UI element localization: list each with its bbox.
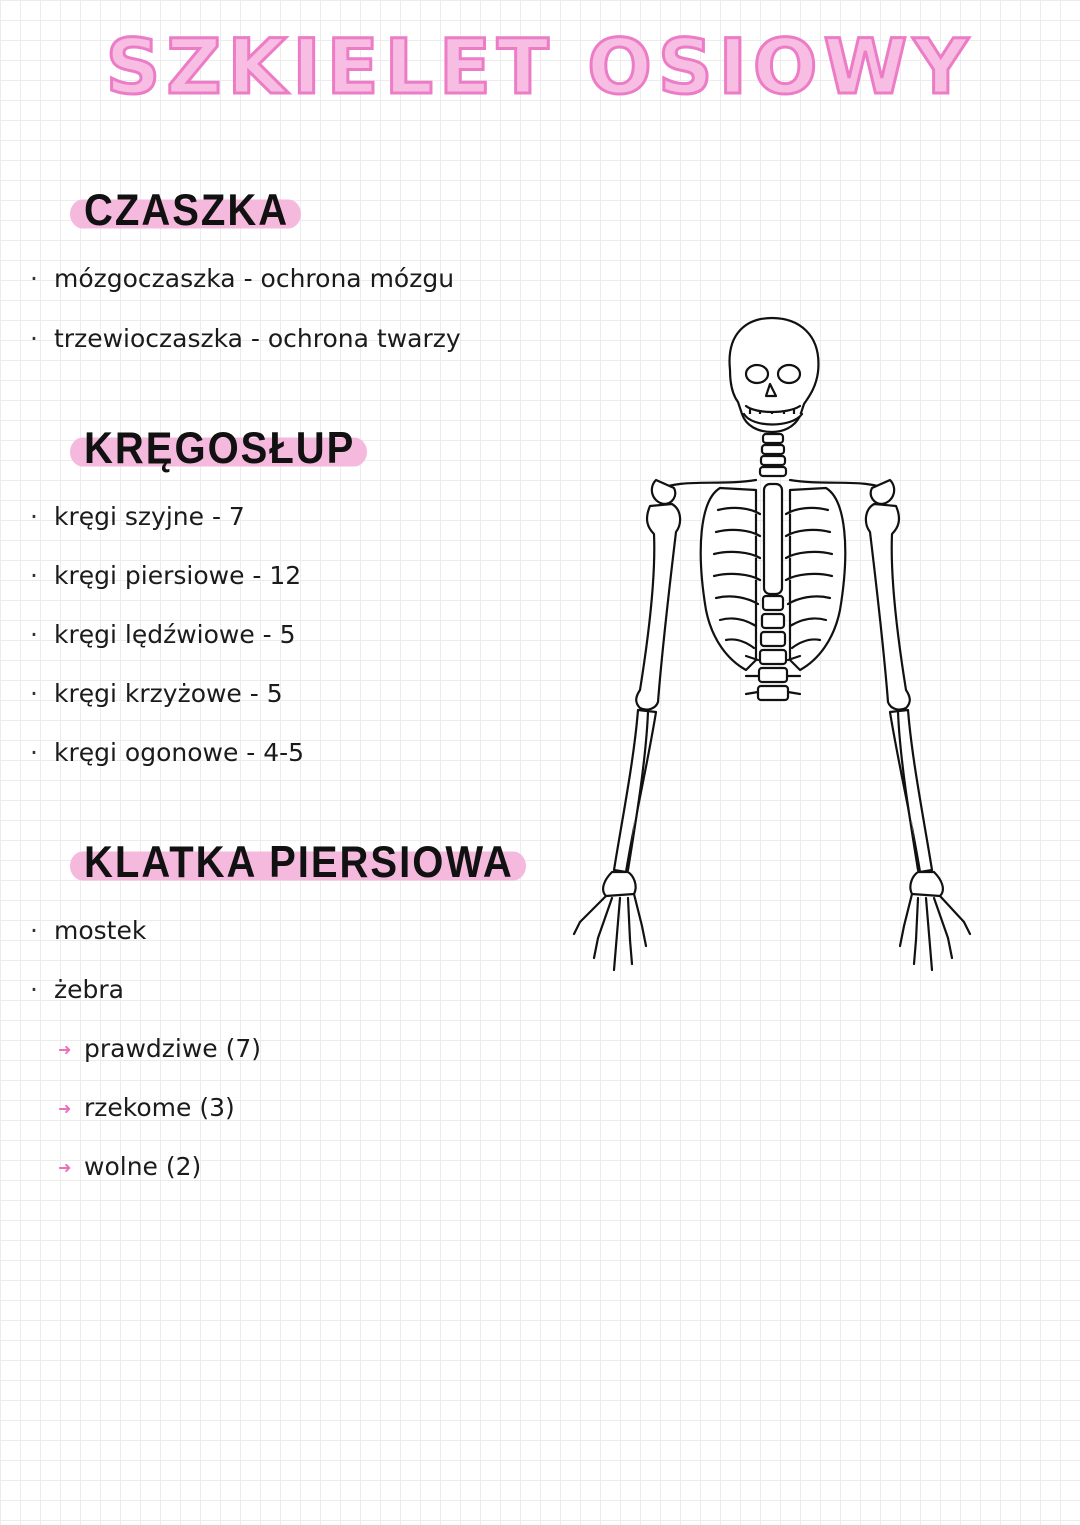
right-arm-icon <box>866 504 970 970</box>
section-heading-czaszka: CZASZKA <box>70 186 301 235</box>
skeleton-illustration <box>560 310 980 990</box>
bullet-icon: · <box>30 502 38 531</box>
bullet-icon: · <box>30 916 38 945</box>
sub-list-item: ➜ wolne (2) <box>58 1151 201 1184</box>
page-title: SZKIELET OSIOWY <box>105 22 975 111</box>
skull-icon <box>730 318 819 432</box>
arrow-icon: ➜ <box>58 1040 72 1059</box>
list-item: · kręgi krzyżowe - 5 <box>30 679 283 708</box>
list-item: · mostek <box>30 916 147 945</box>
section-heading-kregoslup: KRĘGOSŁUP <box>70 424 367 473</box>
arrow-icon: ➜ <box>58 1158 72 1177</box>
bullet-icon: · <box>30 738 38 767</box>
section-heading-klatka-piersiowa: KLATKA PIERSIOWA <box>70 838 526 887</box>
bullet-icon: · <box>30 620 38 649</box>
sub-list-item: ➜ prawdziwe (7) <box>58 1033 261 1066</box>
cervical-spine-icon <box>760 434 786 476</box>
sub-list-item: ➜ rzekome (3) <box>58 1092 235 1125</box>
bullet-icon: · <box>30 561 38 590</box>
list-item: · żebra <box>30 975 124 1004</box>
bullet-icon: · <box>30 324 38 353</box>
bullet-icon: · <box>30 975 38 1004</box>
list-item: · trzewioczaszka - ochrona twarzy <box>30 324 461 353</box>
list-item: · kręgi szyjne - 7 <box>30 502 245 531</box>
left-arm-icon <box>574 504 680 970</box>
bullet-icon: · <box>30 264 38 293</box>
list-item: · mózgoczaszka - ochrona mózgu <box>30 264 455 293</box>
list-item: · kręgi lędźwiowe - 5 <box>30 620 296 649</box>
bullet-icon: · <box>30 679 38 708</box>
arrow-icon: ➜ <box>58 1099 72 1118</box>
list-item: · kręgi ogonowe - 4-5 <box>30 738 305 767</box>
list-item: · kręgi piersiowe - 12 <box>30 561 302 590</box>
